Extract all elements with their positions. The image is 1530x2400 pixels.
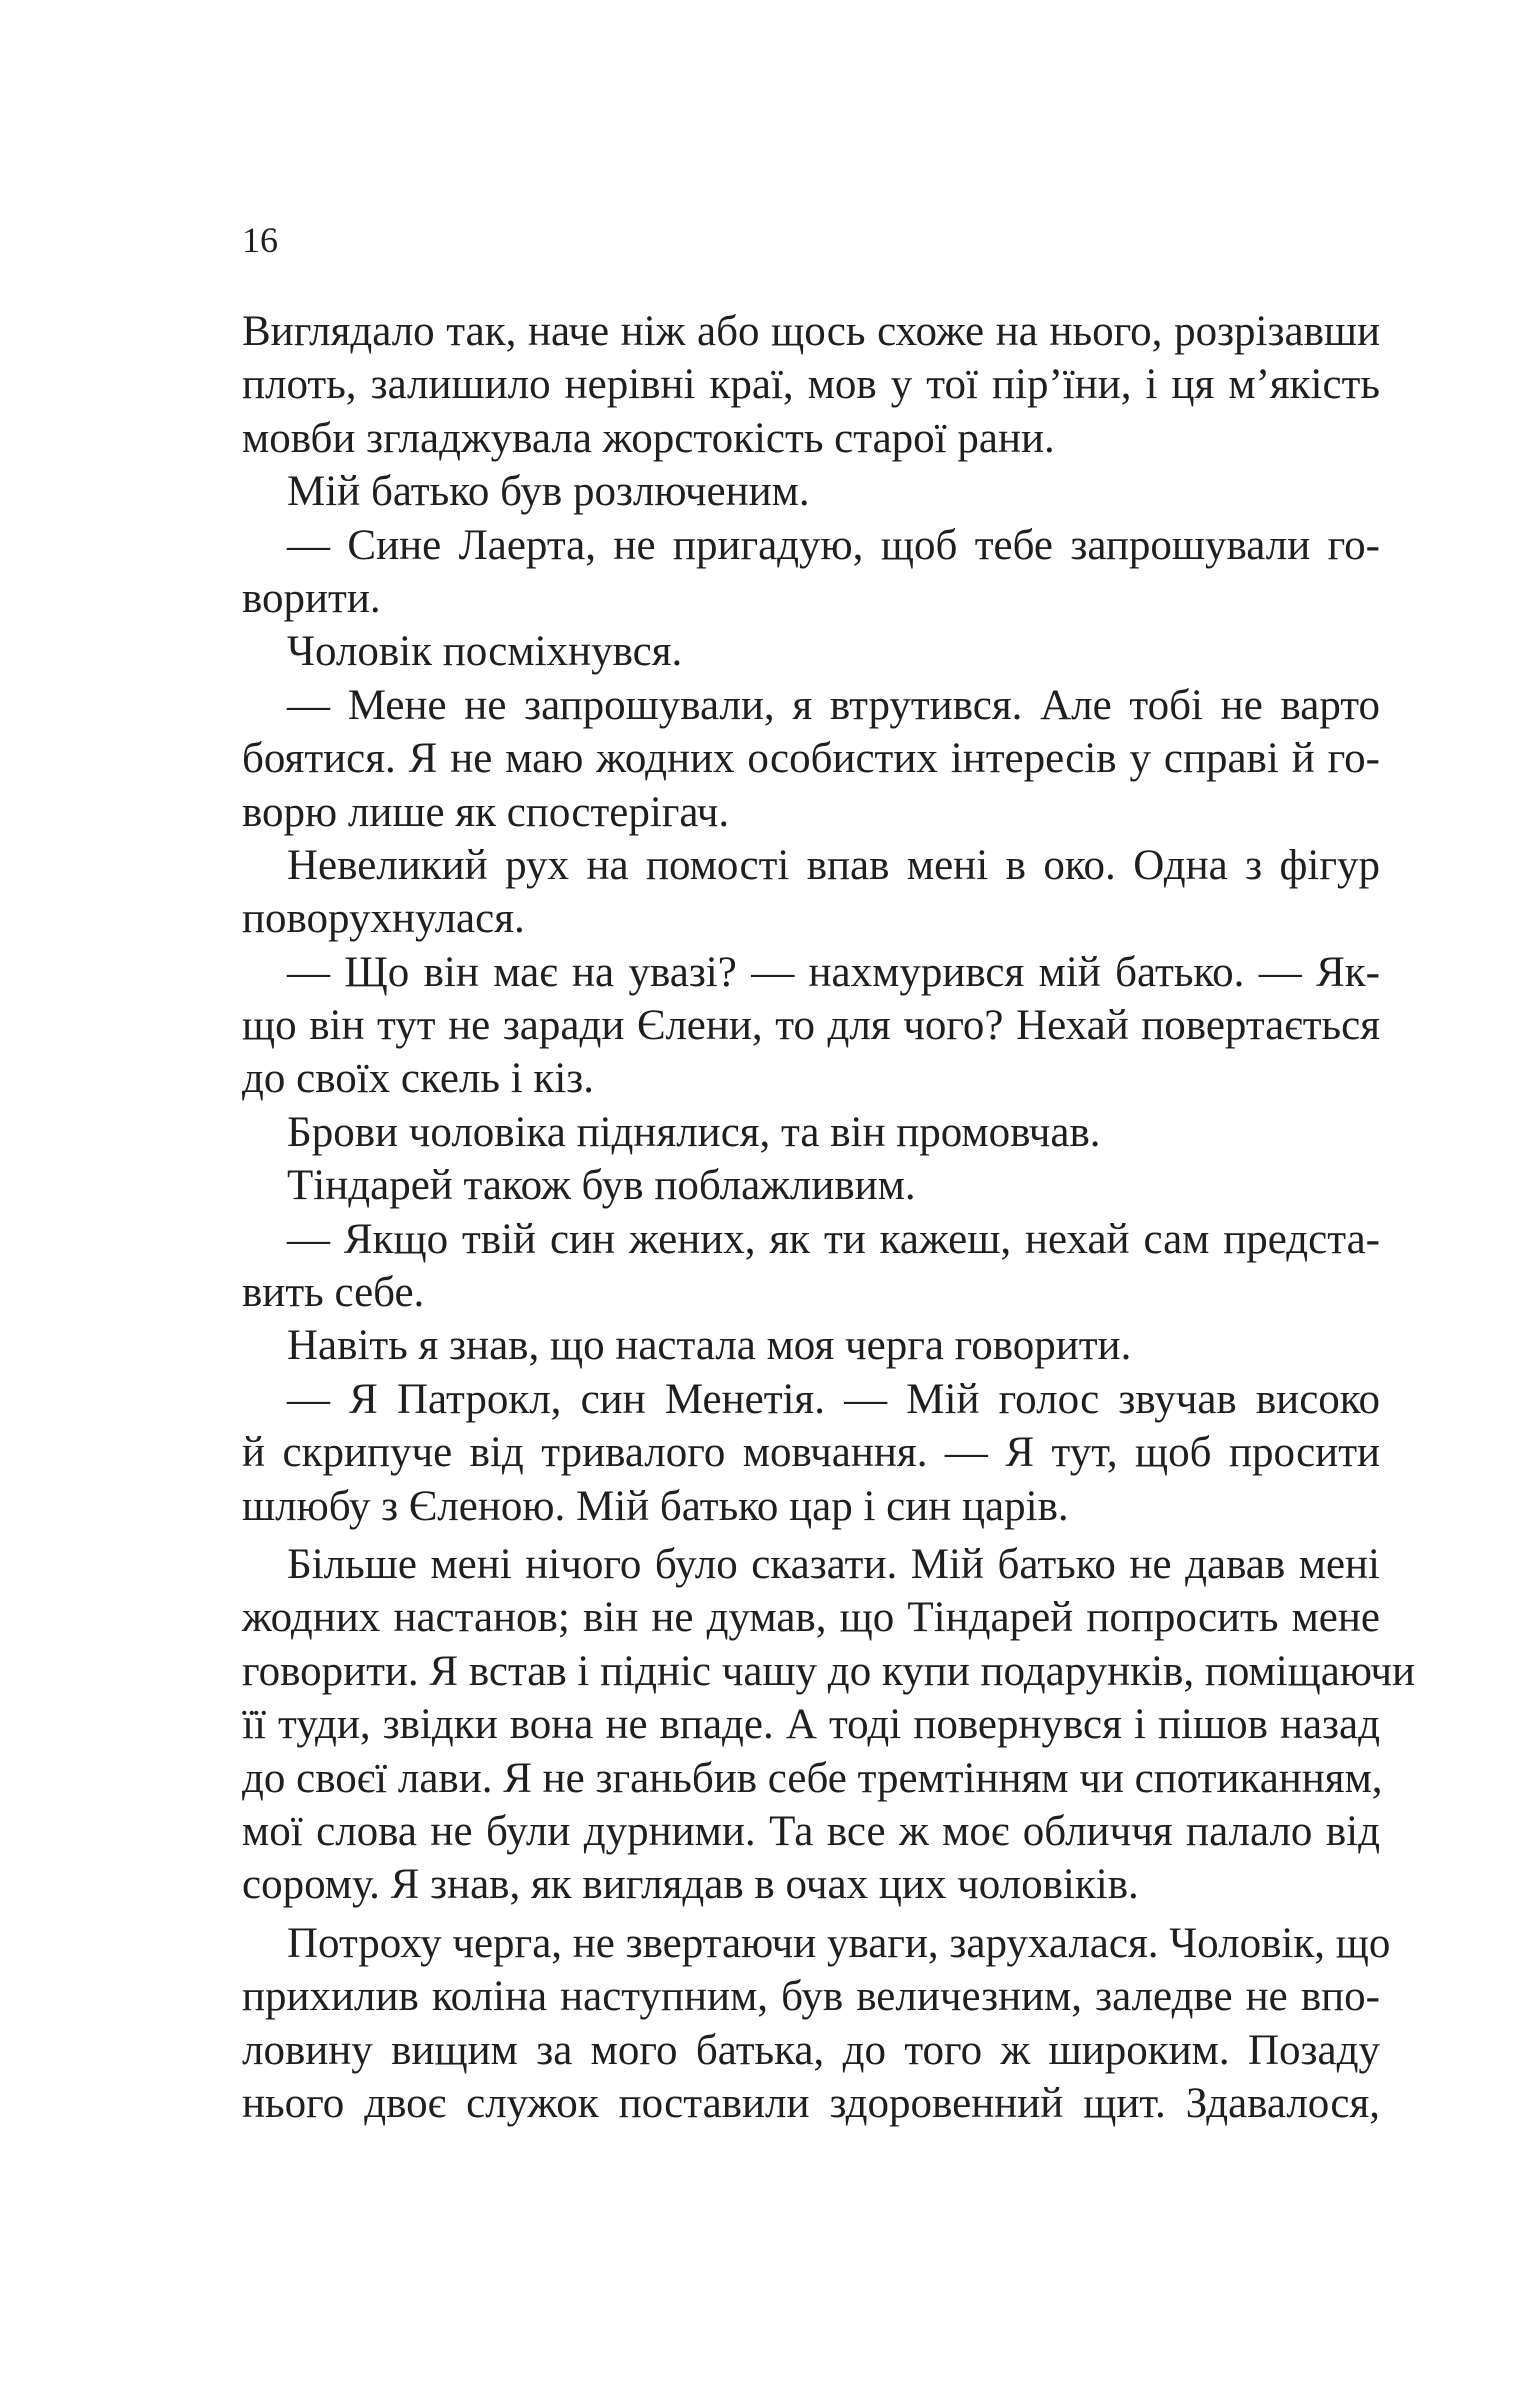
text-line: вить себе. (242, 1269, 425, 1317)
text-line: прихилив коліна наступним, був величезним, заледве не впо- (242, 1973, 1380, 2021)
text-line: плоть, залишило нерівні краї, мов у тої пір’їни, і ця м’якість (242, 361, 1380, 409)
text-line: — Я Патрокл, син Менетія. — Мій голос звучав високо (287, 1375, 1380, 1423)
text-line: нього двоє служок поставили здоровенний щит. Здавалося, (242, 2079, 1380, 2127)
text-line: Потроху черга, не звертаючи уваги, зарухалася. Чоловік, що (287, 1919, 1391, 1967)
text-line: — Сине Лаерта, не пригадую, щоб тебе запрошували го- (287, 521, 1380, 569)
text-line: Виглядало так, наче ніж або щось схоже на нього, розрізавши (242, 308, 1380, 355)
text-line: ворити. (242, 574, 381, 622)
text-line: сорому. Я знав, як виглядав в очах цих чоловіків. (242, 1861, 1139, 1909)
text-line: — Що він має на увазі? — нахмурився мій батько. — Як- (287, 948, 1380, 996)
text-line: поворухнулася. (242, 895, 525, 943)
text-line: Навіть я знав, що настала моя черга говорити. (287, 1322, 1132, 1370)
text-line: Брови чоловіка піднялися, та він промовчав. (287, 1108, 1101, 1156)
text-line: й скрипуче від тривалого мовчання. — Я тут, щоб просити (242, 1429, 1380, 1477)
text-line: ловину вищим за мого батька, до того ж широким. Позаду (242, 2026, 1380, 2074)
page-number: 16 (242, 220, 278, 260)
text-line: Тіндарей також був поблажливим. (287, 1162, 916, 1210)
text-line: її туди, звідки вона не впаде. А тоді повернувся і пішов назад (242, 1701, 1380, 1749)
text-line: Невеликий рух на помості впав мені в око. Одна з фігур (287, 841, 1380, 889)
text-line: боятися. Я не маю жодних особистих інтересів у справі й го- (242, 735, 1380, 783)
text-line: говорити. Я встав і підніс чашу до купи подарунків, поміщаючи (242, 1647, 1415, 1695)
text-line: — Якщо твій син жених, як ти кажеш, нехай сам предста- (287, 1215, 1380, 1263)
text-line: до своїх скель і кіз. (242, 1055, 594, 1103)
text-line: Більше мені нічого було сказати. Мій батько не давав мені (287, 1540, 1380, 1588)
text-line: до своєї лави. Я не зганьбив себе тремтінням чи спотиканням, (242, 1754, 1383, 1802)
body-text (242, 305, 1415, 2130)
text-line: мої слова не були дурними. Та все ж моє обличчя палало від (242, 1807, 1380, 1855)
text-line: мовби згладжувала жорстокість старої рани. (242, 414, 1055, 462)
text-line: Мій батько був розлюченим. (287, 468, 810, 516)
text-line: Чоловік посміхнувся. (287, 628, 683, 676)
text-line: що він тут не заради Єлени, то для чого? Нехай повертається (242, 1002, 1380, 1050)
text-line: жодних настанов; він не думав, що Тіндарей попросить мене (242, 1594, 1380, 1642)
text-line: — Мене не запрошували, я втрутився. Але тобі не варто (287, 681, 1380, 729)
text-line: шлюбу з Єленою. Мій батько цар і син царів. (242, 1482, 1069, 1530)
text-line: ворю лише як спостерігач. (242, 788, 730, 836)
